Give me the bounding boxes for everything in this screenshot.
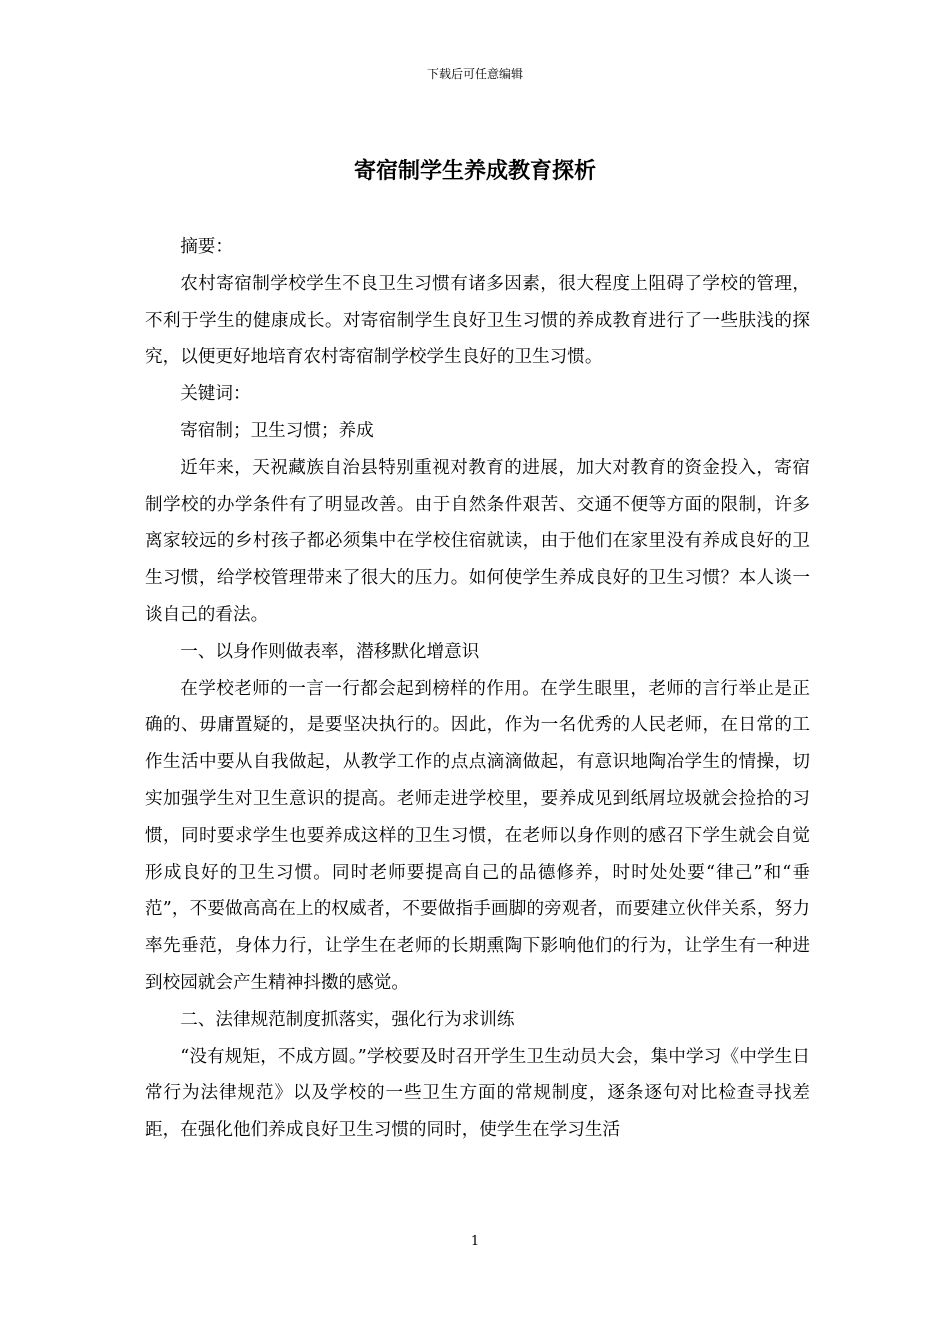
document-title: 寄宿制学生养成教育探析 xyxy=(353,158,596,184)
page-number: 1 xyxy=(470,1234,480,1249)
keywords-paragraph: 寄宿制；卫生习惯；养成 xyxy=(180,420,374,441)
document-body xyxy=(145,229,810,1149)
section-1-paragraph: 在学校老师的一言一行都会起到榜样的作用。在学生眼里，老师的言行举止是正确的、毋庸置疑的，是要坚决执行的。因此，作为一名优秀的人民老师，在日常的工作生活中要从自我做起，从教学工作的点点滴滴做起，有意识地陶冶学生的情操，切实加强学生对卫生意识的提高。老师走进学校里，要养成见到纸屑垃圾就会捡拾的习惯，同时要求学生也要养成这样的卫生习惯，在老师以身作则的感召下学生就会自觉形成良好的卫生习惯。同时老师要提高自己的品德修养，时时处处要“律己”和“垂范”，不要做高高在上的权威者，不要做指手画脚的旁观者，而要建立伙伴关系，努力率先垂范，身体力行，让学生在老师的长期熏陶下影响他们的行为，让学生有一种进到校园就会产生精神抖擞的感觉。 xyxy=(145,678,810,993)
abstract-label: 摘要： xyxy=(180,237,233,257)
abstract-paragraph: 农村寄宿制学校学生不良卫生习惯有诸多因素，很大程度上阻碍了学校的管理，不利于学生的健康成长。对寄宿制学生良好卫生习惯的养成教育进行了一些肤浅的探究，以便更好地培育农村寄宿制学校学生良好的卫生习惯。 xyxy=(145,273,810,368)
page-header: 下载后可任意编辑 xyxy=(426,67,523,81)
keywords-label: 关键词： xyxy=(180,384,251,405)
section-2-paragraph: “没有规矩，不成方圆。”学校要及时召开学生卫生动员大会，集中学习《中学生日常行为法律规范》以及学校的一些卫生方面的常规制度，逐条逐句对比检查寻找差距，在强化他们养成良好卫生习惯的同时，使学生在学习生活 xyxy=(145,1046,810,1141)
intro-paragraph: 近年来，天祝藏族自治县特别重视对教育的进展，加大对教育的资金投入，寄宿制学校的办学条件有了明显改善。由于自然条件艰苦、交通不便等方面的限制，许多离家较远的乡村孩子都必须集中在学校住宿就读，由于他们在家里没有养成良好的卫生习惯，给学校管理带来了很大的压力。如何使学生养成良好的卫生习惯？本人谈一谈自己的看法。 xyxy=(145,457,810,625)
section-heading-1: 一、以身作则做表率，潜移默化增意识 xyxy=(180,641,480,662)
section-heading-2: 二、法律规范制度抓落实，强化行为求训练 xyxy=(180,1009,515,1030)
